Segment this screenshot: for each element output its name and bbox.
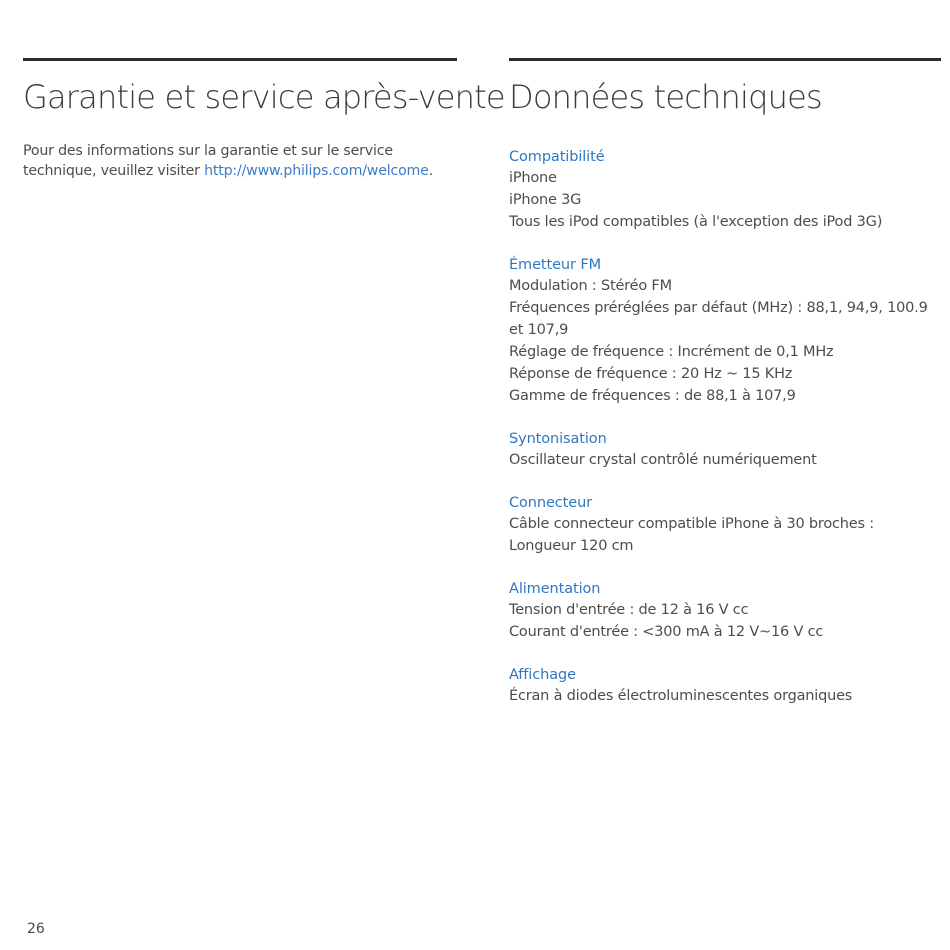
spec-line: Courant d'entrée : <300 mA à 12 V~16 V cc [509, 624, 824, 640]
section-rule [23, 58, 457, 61]
spec-line: Écran à diodes électroluminescentes organiques [509, 688, 853, 704]
spec-line: Oscillateur crystal contrôlé numériquement [509, 452, 817, 468]
spec-section-fm-transmitter [509, 255, 941, 407]
spec-section-tuning [509, 429, 941, 471]
specs-column [509, 58, 941, 729]
warranty-text-end: . [428, 163, 434, 179]
specs-heading: Données techniques [509, 78, 822, 116]
spec-section-title: Alimentation [509, 581, 601, 597]
spec-line: iPhone [509, 170, 557, 186]
spec-section-connector [509, 493, 941, 557]
spec-line: Câble connecteur compatible iPhone à 30 broches : Longueur 120 cm [509, 516, 874, 554]
spec-line: Tous les iPod compatibles (à l'exception des iPod 3G) [509, 214, 883, 230]
spec-line: Modulation : Stéréo FM [509, 278, 672, 294]
spec-line: Réglage de fréquence : Incrément de 0,1 MHz [509, 344, 834, 360]
warranty-column [23, 58, 505, 195]
warranty-heading: Garantie et service après-vente [23, 78, 505, 116]
spec-section-compatibility [509, 147, 941, 233]
spec-section-power [509, 579, 941, 643]
spec-line: Fréquences préréglées par défaut (MHz) : 88,1, 94,9, 100.9 et 107,9 [509, 300, 928, 338]
page-number: 26 [27, 921, 45, 937]
spec-section-display [509, 665, 941, 707]
spec-line: Tension d'entrée : de 12 à 16 V cc [509, 602, 749, 618]
section-rule [509, 58, 941, 61]
spec-section-title: Affichage [509, 667, 576, 683]
warranty-text-body: Pour des informations sur la garantie et sur le service technique, veuillez visiter [23, 143, 393, 179]
spec-section-title: Émetteur FM [509, 257, 602, 273]
spec-line: iPhone 3G [509, 192, 582, 208]
philips-welcome-link[interactable]: http://www.philips.com/welcome [204, 163, 429, 179]
spec-list [509, 147, 941, 707]
warranty-text [23, 141, 457, 181]
spec-section-title: Compatibilité [509, 149, 605, 165]
spec-line: Gamme de fréquences : de 88,1 à 107,9 [509, 388, 796, 404]
spec-section-title: Syntonisation [509, 431, 607, 447]
spec-section-title: Connecteur [509, 495, 593, 511]
spec-line: Réponse de fréquence : 20 Hz ~ 15 KHz [509, 366, 793, 382]
